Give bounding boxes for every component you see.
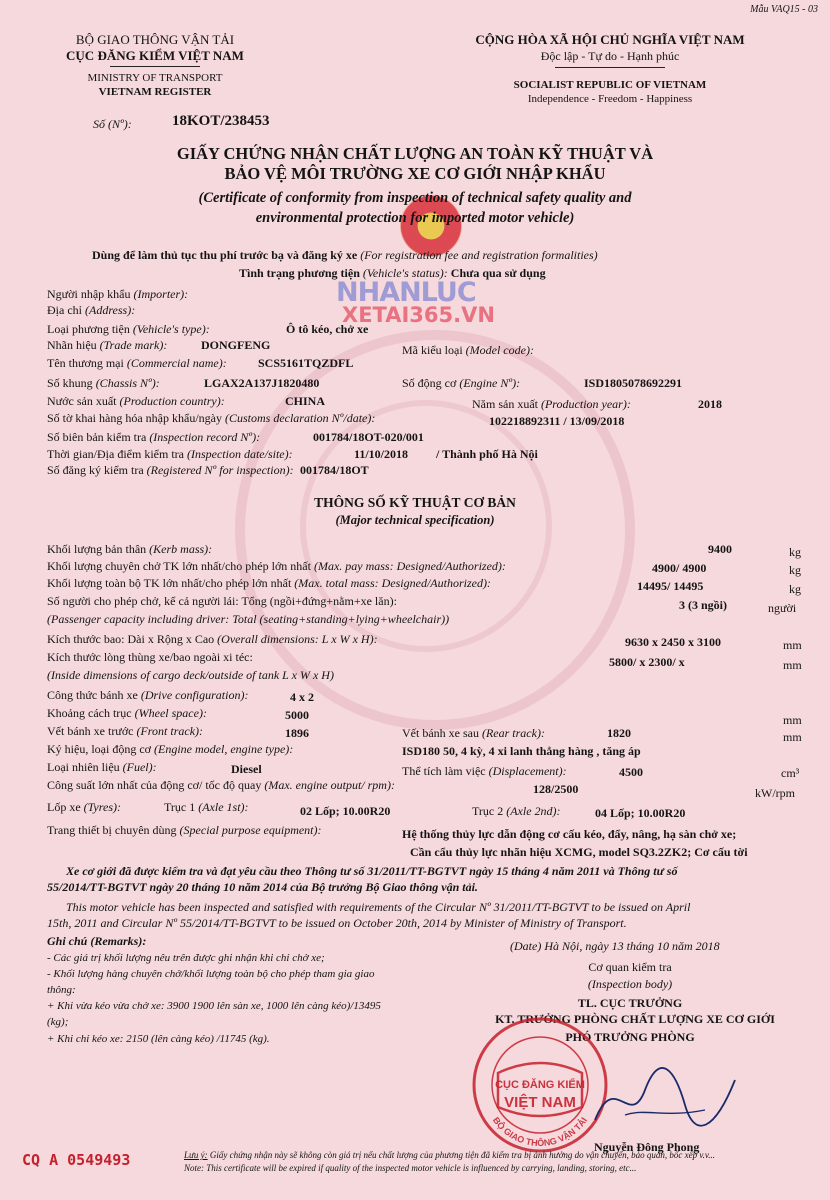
cargo-value: 5800/ x 2300/ x — [609, 655, 685, 669]
total-mass-value: 14495/ 14495 — [637, 579, 704, 593]
dimensions-label: Kích thước bao: Dài x Rộng x Cao (Overall dimensions: L x W x H): — [47, 632, 378, 646]
registered-label: Số đăng ký kiểm tra (Registered Nº for inspection): — [47, 463, 294, 477]
remarks-line-6: + Khi chỉ kéo xe: 2150 (lên càng kéo) /11745 (kg). — [47, 1033, 270, 1045]
record-value: 001784/18OT-020/001 — [313, 430, 424, 444]
title-en-1: (Certificate of conformity from inspection of technical safety quality and — [198, 190, 632, 206]
pay-mass-unit: kg — [789, 563, 801, 577]
conclusion-vi-1: Xe cơ giới đã được kiểm tra và đạt yêu cầu theo Thông tư số 31/2011/TT-BGTVT ngày 15 tháng 4 năm 2011 và Thông tư số — [66, 864, 678, 878]
engine-model-label: Ký hiệu, loại động cơ (Engine model, engine type): — [47, 742, 294, 756]
fuel-label: Loại nhiên liệu (Fuel): — [47, 760, 157, 774]
brand-watermark-1: NHANLUC — [336, 277, 476, 308]
ministry-name-en: MINISTRY OF TRANSPORT — [87, 72, 223, 84]
conclusion-en-1: This motor vehicle has been inspected and satisfied with requirements of the Circular Nº 31/2011/TT-BGTVT to be issued on April — [66, 900, 691, 914]
country-value: CHINA — [285, 394, 326, 408]
vehicle-type-label: Loại phương tiện (Vehicle's type): — [47, 322, 210, 336]
wheel-space-unit: mm — [783, 713, 802, 727]
power-label: Công suất lớn nhất của động cơ/ tốc độ quay (Max. engine output/ rpm): — [47, 778, 395, 792]
year-value: 2018 — [698, 397, 722, 411]
drive-value: 4 x 2 — [290, 690, 314, 704]
purpose: Dùng để làm thủ tục thu phí trước bạ và đăng ký xe (For registration fee and registration formalities) — [92, 248, 598, 262]
pay-mass-label: Khối lượng chuyên chở TK lớn nhất/cho phép lớn nhất (Max. pay mass: Designed/Authorized): — [47, 559, 506, 573]
signatory-title-2: KT. TRƯỞNG PHÒNG CHẤT LƯỢNG XE CƠ GIỚI — [495, 1012, 775, 1026]
svg-text:BỘ GIAO THÔNG VẬN TẢI — [491, 1115, 589, 1148]
agency-name: CỤC ĐĂNG KIỂM VIỆT NAM — [66, 48, 244, 63]
inspection-body: Cơ quan kiểm tra — [588, 960, 672, 974]
remarks-line-2: - Khối lượng hàng chuyên chở/khối lượng toàn bộ cho phép tham gia giao — [47, 968, 375, 980]
handwritten-signature — [585, 1060, 745, 1140]
remarks-line-3: thông: — [47, 984, 76, 996]
equipment-value-1: Hệ thống thủy lực dẫn động cơ cấu kéo, đẩy, nâng, hạ sàn chở xe; — [402, 827, 737, 841]
address-row: Địa chỉ (Address): — [47, 303, 136, 317]
signatory-title-3: PHÓ TRƯỞNG PHÒNG — [565, 1030, 695, 1044]
trade-mark-value: DONGFENG — [201, 338, 271, 352]
cargo-unit: mm — [783, 658, 802, 672]
brand-watermark-2: XETAI365.VN — [342, 303, 495, 327]
issue-date: (Date) Hà Nội, ngày 13 tháng 10 năm 2018 — [510, 939, 720, 953]
axle1-label: Trục 1 (Axle 1st): — [164, 800, 249, 814]
footer-note-en: Note: This certificate will be expired if quality of the inspected motor vehicle is influenced by carrying, landing, storing, etc... — [184, 1163, 637, 1173]
spec-title: THÔNG SỐ KỸ THUẬT CƠ BẢN — [314, 495, 516, 510]
customs-value: 102218892311 / 13/09/2018 — [489, 414, 625, 428]
persons-value: 3 (3 ngồi) — [679, 598, 727, 612]
rear-track-value: 1820 — [607, 726, 631, 740]
axle1-value: 02 Lốp; 10.00R20 — [300, 804, 391, 818]
commercial-name-value: SCS5161TQZDFL — [258, 356, 354, 370]
total-mass-label: Khối lượng toàn bộ TK lớn nhất/cho phép lớn nhất (Max. total mass: Designed/Authorized): — [47, 576, 491, 590]
inspection-site-value: / Thành phố Hà Nội — [436, 447, 538, 461]
remarks-line-1: - Các giá trị khối lượng nêu trên được ghi nhận khi chỉ chở xe; — [47, 952, 325, 964]
wheel-space-label: Khoảng cách trục (Wheel space): — [47, 706, 207, 720]
pay-mass-value: 4900/ 4900 — [652, 561, 707, 575]
remarks-line-4: + Khi vừa kéo vừa chở xe: 3900 1900 lên sàn xe, 1000 lên càng kéo)/13495 — [47, 1000, 381, 1012]
chassis-label: Số khung (Chassis Nº): — [47, 376, 160, 390]
engine-no-label: Số động cơ (Engine Nº): — [402, 376, 521, 390]
registered-value: 001784/18OT — [300, 463, 369, 477]
persons-label: Số người cho phép chở, kể cả người lái: Tổng (ngồi+đứng+nằm+xe lăn): — [47, 594, 397, 608]
axle2-label: Trục 2 (Axle 2nd): — [472, 804, 561, 818]
power-value: 128/2500 — [533, 782, 579, 796]
cert-number-label: Số (Nº): — [93, 117, 132, 131]
seal-mid-text: VIỆT NAM — [504, 1094, 576, 1111]
displacement-unit: cm³ — [781, 766, 800, 780]
importer-row: Người nhập khẩu (Importer): — [47, 287, 189, 301]
dimensions-value: 9630 x 2450 x 3100 — [625, 635, 721, 649]
cert-number: 18KOT/238453 — [172, 113, 270, 129]
customs-label: Số tờ khai hàng hóa nhập khẩu/ngày (Customs declaration Nº/date): — [47, 411, 376, 425]
seal-outer-text: BỘ GIAO THÔNG VẬN TẢI — [490, 1115, 590, 1149]
footer-note-vi: Lưu ý: Giấy chứng nhận này sẽ không còn giá trị nếu chất lượng của phương tiện đã kiểm tra bị ảnh hưởng do vận chuyển, bảo quản, bốc xếp v.v... — [184, 1150, 716, 1160]
ministry-name: BỘ GIAO THÔNG VẬN TẢI — [75, 32, 235, 47]
axle2-value: 04 Lốp; 10.00R20 — [595, 806, 686, 820]
displacement-label: Thể tích làm việc (Displacement): — [402, 764, 567, 778]
engine-no-value: ISD1805078692291 — [584, 376, 683, 390]
serial-number: CQ A 0549493 — [22, 1151, 131, 1169]
country-name: CỘNG HÒA XÃ HỘI CHỦ NGHĨA VIỆT NAM — [475, 32, 745, 47]
displacement-value: 4500 — [619, 765, 643, 779]
persons-en: (Passenger capacity including driver: Total (seating+standing+lying+wheelchair)) — [47, 612, 450, 626]
rear-track-label: Vết bánh xe sau (Rear track): — [402, 726, 545, 740]
kerb-mass-label: Khối lượng bản thân (Kerb mass): — [47, 542, 213, 556]
equipment-label: Trang thiết bị chuyên dùng (Special purpose equipment): — [47, 823, 322, 837]
year-label: Năm sản xuất (Production year): — [472, 397, 631, 411]
kerb-mass-unit: kg — [789, 545, 801, 559]
chassis-value: LGAX2A137J1820480 — [204, 376, 320, 390]
inspection-date-label: Thời gian/Địa điểm kiểm tra (Inspection date/site): — [47, 447, 293, 461]
title-en-2: environmental protection for imported motor vehicle) — [255, 210, 575, 226]
cargo-en: (Inside dimensions of cargo deck/outside of tank L x W x H) — [47, 668, 334, 682]
kerb-mass-value: 9400 — [708, 542, 732, 556]
fuel-value: Diesel — [231, 762, 262, 776]
front-track-value: 1896 — [285, 726, 309, 740]
equipment-value-2: Cần cẩu thủy lực nhãn hiệu XCMG, model SQ3.2ZK2; Cơ cấu tời — [410, 845, 748, 859]
trade-mark-label: Nhãn hiệu (Trade mark): — [47, 338, 168, 352]
conclusion-vi-2: 55/2014/TT-BGTVT ngày 20 tháng 10 năm 2014 của Bộ trưởng Bộ Giao thông vận tải. — [47, 880, 478, 894]
agency-name-en: VIETNAM REGISTER — [98, 86, 212, 98]
country-name-en: SOCIALIST REPUBLIC OF VIETNAM — [513, 79, 707, 91]
inspection-date-value: 11/10/2018 — [354, 447, 409, 461]
title-line-2: BẢO VỆ MÔI TRƯỜNG XE CƠ GIỚI NHẬP KHẨU — [224, 164, 606, 183]
wheel-space-value: 5000 — [285, 708, 309, 722]
total-mass-unit: kg — [789, 582, 801, 596]
spec-title-en: (Major technical specification) — [335, 513, 495, 527]
seal-top-text: CỤC ĐĂNG KIỂM — [495, 1079, 585, 1091]
remarks-line-5: (kg); — [47, 1016, 69, 1028]
motto-en: Independence - Freedom - Happiness — [527, 93, 693, 105]
model-code-label: Mã kiểu loại (Model code): — [402, 343, 534, 357]
tyres-label: Lốp xe (Tyres): — [47, 800, 121, 814]
dimensions-unit: mm — [783, 638, 802, 652]
engine-model-value: ISD180 50, 4 kỳ, 4 xi lanh thẳng hàng , tăng áp — [402, 744, 641, 758]
persons-unit: người — [768, 601, 797, 615]
conclusion-en-2: 15th, 2011 and Circular Nº 55/2014/TT-BGTVT to be issued on October 20th, 2014 by Minister of Ministry of Transport. — [47, 916, 627, 930]
signatory-title-1: TL. CỤC TRƯỞNG — [577, 996, 683, 1010]
vehicle-type-value: Ô tô kéo, chở xe — [286, 322, 369, 336]
country-label: Nước sản xuất (Production country): — [47, 394, 225, 408]
record-label: Số biên bản kiểm tra (Inspection record Nº): — [47, 430, 261, 444]
title-line-1: GIẤY CHỨNG NHẬN CHẤT LƯỢNG AN TOÀN KỸ THUẬT VÀ — [176, 144, 654, 163]
form-code: Mẫu VAQ15 - 03 — [750, 4, 818, 15]
remarks-title: Ghi chú (Remarks): — [47, 934, 147, 948]
rear-track-unit: mm — [783, 730, 802, 744]
front-track-label: Vết bánh xe trước (Front track): — [47, 724, 204, 738]
vehicle-status: Tình trạng phương tiện (Vehicle's status): Chưa qua sử dụng — [239, 266, 546, 280]
power-unit: kW/rpm — [755, 786, 795, 800]
cargo-label: Kích thước lòng thùng xe/bao ngoài xi téc: — [47, 650, 253, 664]
inspection-body-en: (Inspection body) — [587, 977, 673, 991]
motto: Độc lập - Tự do - Hạnh phúc — [540, 49, 680, 63]
commercial-name-label: Tên thương mại (Commercial name): — [47, 356, 227, 370]
signatory-name: Nguyễn Đông Phong — [594, 1140, 700, 1154]
drive-label: Công thức bánh xe (Drive configuration): — [47, 688, 249, 702]
